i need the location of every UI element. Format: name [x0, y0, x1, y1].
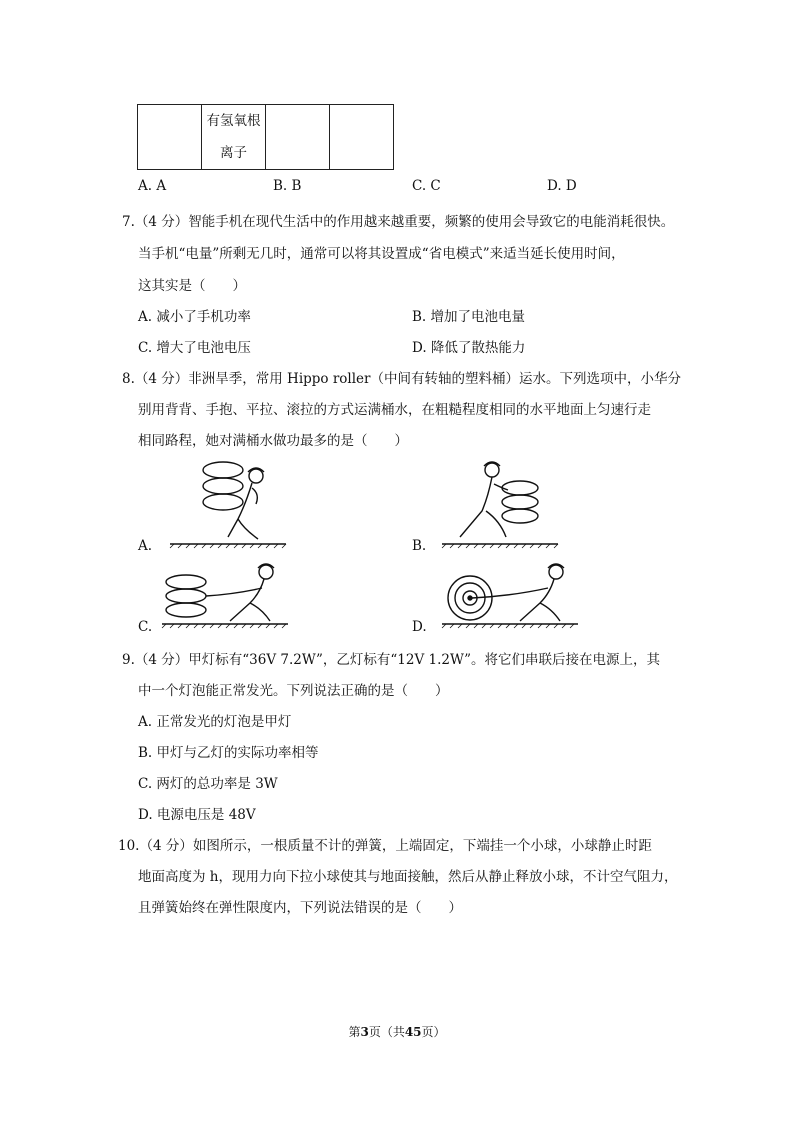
q8-figure-arm-hold	[440, 458, 560, 550]
q9-stem-line: 9.（4 分）甲灯标有“36V 7.2W”，乙灯标有“12V 1.2W”。将它们串联后接在电源上，其	[122, 652, 660, 668]
table-cell-hydroxide	[202, 105, 266, 170]
q7-option-d: D. 降低了散热能力	[412, 340, 526, 356]
q7-option-a: A. 减小了手机功率	[138, 309, 251, 325]
table-cell-empty	[266, 105, 330, 170]
table-cell-empty	[138, 105, 202, 170]
q6-option-d: D. D	[547, 178, 577, 194]
table-cell-empty	[330, 105, 394, 170]
q7-option-b: B. 增加了电池电量	[412, 309, 526, 325]
q10-stem-line: 且弹簧始终在弹性限度内，下列说法错误的是（ ）	[138, 900, 462, 916]
q7-stem-line: 这其实是（ ）	[138, 278, 246, 294]
q8-stem-line: 8.（4 分）非洲旱季，常用 Hippo roller（中间有转轴的塑料桶）运水。下列选项中，小华分	[122, 371, 682, 387]
q8-option-d-label: D.	[412, 619, 427, 635]
q7-option-c: C. 增大了电池电压	[138, 340, 251, 356]
q9-option-d: D. 电源电压是 48V	[138, 807, 256, 823]
q9-option-a: A. 正常发光的灯泡是甲灯	[138, 714, 292, 730]
footer-page-number: 3	[360, 1025, 369, 1039]
q10-stem-line: 10.（4 分）如图所示，一根质量不计的弹簧，上端固定，下端挂一个小球，小球静止时距	[118, 838, 652, 854]
q8-option-c-label: C.	[138, 619, 153, 635]
table-cell-line: 有氢氧根	[206, 113, 261, 129]
q7-stem-line: 7.（4 分）智能手机在现代生活中的作用越来越重要，频繁的使用会导致它的电能消耗很快。	[122, 214, 675, 230]
q8-option-b-label: B.	[412, 538, 427, 554]
page-footer	[0, 1023, 794, 1040]
footer-prefix: 第	[348, 1025, 361, 1039]
q6-option-a: A. A	[138, 178, 167, 194]
q8-figure-roll-drag	[440, 560, 580, 632]
q7-stem-line: 当手机“电量”所剩无几时，通常可以将其设置成“省电模式”来适当延长使用时间，	[138, 246, 625, 262]
footer-mid: 页（共	[368, 1025, 405, 1039]
q9-option-b: B. 甲灯与乙灯的实际功率相等	[138, 745, 319, 761]
q10-stem-line: 地面高度为 h，现用力向下拉小球使其与地面接触，然后从静止释放小球，不计空气阻力，	[138, 869, 678, 885]
q8-figure-back-carry	[168, 458, 288, 550]
answer-table-fragment	[137, 104, 394, 170]
q8-stem-line: 别用背背、手抱、平拉、滚拉的方式运满桶水，在粗糙程度相同的水平地面上匀速行走	[138, 402, 651, 418]
q8-stem-line: 相同路程，她对满桶水做功最多的是（ ）	[138, 433, 408, 449]
q8-figure-flat-drag	[160, 560, 290, 632]
footer-total-pages: 45	[404, 1025, 422, 1039]
q6-option-b: B. B	[273, 178, 302, 194]
q6-option-c: C. C	[412, 178, 441, 194]
table-cell-line: 离子	[220, 145, 247, 161]
q9-option-c: C. 两灯的总功率是 3W	[138, 776, 278, 792]
q8-option-a-label: A.	[138, 538, 153, 554]
footer-suffix: 页）	[421, 1025, 446, 1039]
q9-stem-line: 中一个灯泡能正常发光。下列说法正确的是（ ）	[138, 683, 449, 699]
